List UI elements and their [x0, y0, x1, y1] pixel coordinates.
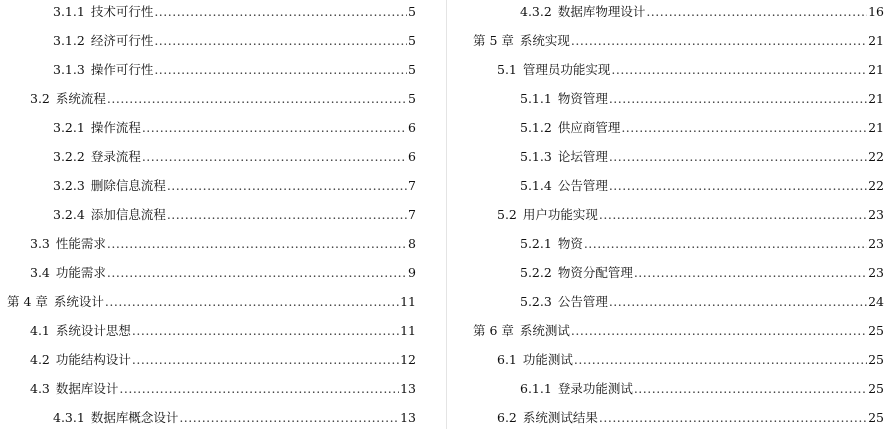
toc-entry[interactable] — [520, 176, 884, 196]
toc-entry-page: 11 — [400, 323, 416, 338]
toc-entry-title: 经济可行性 — [90, 33, 154, 48]
toc-entry[interactable] — [53, 147, 416, 167]
dot-leader — [132, 350, 399, 370]
toc-entry-page: 22 — [868, 149, 884, 164]
toc-entry-number: 5.1.1 — [520, 91, 552, 106]
toc-entry-number: 5.2.2 — [520, 265, 552, 280]
toc-entry-title: 功能需求 — [55, 265, 106, 280]
dot-leader — [634, 263, 867, 283]
toc-entry-title: 物资分配管理 — [557, 265, 633, 280]
toc-entry-page: 25 — [868, 323, 884, 338]
toc-entry[interactable] — [520, 292, 884, 312]
toc-entry[interactable] — [497, 60, 884, 80]
toc-entry[interactable] — [520, 2, 884, 22]
toc-entry-page: 25 — [868, 352, 884, 367]
dot-leader — [584, 234, 867, 254]
toc-entry[interactable] — [520, 234, 884, 254]
toc-entry-page: 12 — [400, 352, 416, 367]
toc-entry[interactable] — [30, 350, 416, 370]
dot-leader — [119, 379, 399, 399]
dot-leader — [574, 350, 867, 370]
toc-entry-number: 第 6 章 — [473, 323, 514, 338]
toc-entry-number: 3.2.3 — [53, 178, 85, 193]
dot-leader — [154, 31, 407, 51]
toc-page-left — [0, 0, 426, 429]
toc-entry-page: 21 — [868, 91, 884, 106]
toc-entry[interactable] — [30, 321, 416, 341]
toc-entry-title: 物资 — [557, 236, 583, 251]
toc-entry-title: 公告管理 — [557, 178, 608, 193]
toc-entry-number: 3.2.1 — [53, 120, 85, 135]
toc-entry-title: 登录流程 — [90, 149, 141, 164]
toc-entry-number: 5.1.3 — [520, 149, 552, 164]
toc-entry-title: 论坛管理 — [557, 149, 608, 164]
toc-entry-page: 13 — [400, 410, 416, 425]
toc-entry-title: 操作流程 — [90, 120, 141, 135]
toc-entry-title: 物资管理 — [557, 91, 608, 106]
toc-entry-page: 23 — [868, 265, 884, 280]
toc-entry-number: 6.2 — [497, 410, 517, 425]
toc-entry-number: 3.3 — [30, 236, 50, 251]
toc-chapter-entry[interactable] — [473, 321, 884, 341]
toc-entry[interactable] — [520, 89, 884, 109]
dot-leader — [179, 408, 399, 428]
toc-entry-number: 3.1.2 — [53, 33, 85, 48]
toc-entry-number: 5.1.4 — [520, 178, 552, 193]
toc-entry[interactable] — [30, 379, 416, 399]
toc-entry-page: 5 — [408, 33, 416, 48]
toc-entry[interactable] — [53, 31, 416, 51]
toc-entry-page: 6 — [408, 149, 416, 164]
toc-entry-title: 功能测试 — [522, 352, 573, 367]
toc-entry-page: 23 — [868, 236, 884, 251]
toc-entry-title: 管理员功能实现 — [522, 62, 611, 77]
toc-page-right — [466, 0, 888, 429]
toc-entry-title: 公告管理 — [557, 294, 608, 309]
toc-entry[interactable] — [53, 2, 416, 22]
dot-leader — [154, 60, 407, 80]
toc-entry[interactable] — [30, 263, 416, 283]
toc-entry-page: 8 — [408, 236, 416, 251]
toc-entry-number: 6.1.1 — [520, 381, 552, 396]
toc-entry-number: 5.1.2 — [520, 120, 552, 135]
toc-entry-number: 3.2.4 — [53, 207, 85, 222]
dot-leader — [599, 205, 867, 225]
toc-entry-title: 用户功能实现 — [522, 207, 598, 222]
dot-leader — [154, 2, 407, 22]
toc-entry-title: 数据库概念设计 — [90, 410, 179, 425]
toc-entry-title: 技术可行性 — [90, 4, 154, 19]
toc-entry-page: 11 — [400, 294, 416, 309]
dot-leader — [167, 176, 407, 196]
toc-entry-number: 3.2 — [30, 91, 50, 106]
dot-leader — [609, 176, 867, 196]
toc-entry-title: 系统流程 — [55, 91, 106, 106]
toc-entry-title: 系统实现 — [519, 33, 570, 48]
toc-entry-page: 7 — [408, 207, 416, 222]
toc-entry-number: 5.2.1 — [520, 236, 552, 251]
toc-entry-number: 4.3 — [30, 381, 50, 396]
toc-entry-page: 25 — [868, 410, 884, 425]
toc-entry[interactable] — [497, 350, 884, 370]
dot-leader — [634, 379, 867, 399]
dot-leader — [105, 292, 399, 312]
dot-leader — [142, 118, 407, 138]
dot-leader — [132, 321, 399, 341]
toc-entry-page: 25 — [868, 381, 884, 396]
toc-entry[interactable] — [53, 176, 416, 196]
toc-entry-title: 供应商管理 — [557, 120, 621, 135]
toc-entry-title: 系统测试结果 — [522, 410, 598, 425]
toc-entry-title: 数据库物理设计 — [557, 4, 646, 19]
toc-entry-title: 删除信息流程 — [90, 178, 166, 193]
toc-entry-title: 性能需求 — [55, 236, 106, 251]
toc-entry-title: 功能结构设计 — [55, 352, 131, 367]
toc-entry-number: 4.3.1 — [53, 410, 85, 425]
toc-entry-number: 第 5 章 — [473, 33, 514, 48]
toc-entry-number: 6.1 — [497, 352, 517, 367]
dot-leader — [609, 147, 867, 167]
toc-entry-page: 5 — [408, 4, 416, 19]
dot-leader — [571, 321, 867, 341]
toc-chapter-entry[interactable] — [7, 292, 416, 312]
toc-entry[interactable] — [53, 408, 416, 428]
toc-entry-number: 3.2.2 — [53, 149, 85, 164]
dot-leader — [646, 2, 867, 22]
dot-leader — [167, 205, 407, 225]
toc-entry-title: 操作可行性 — [90, 62, 154, 77]
dot-leader — [611, 60, 867, 80]
toc-entry-page: 16 — [868, 4, 884, 19]
toc-entry[interactable] — [520, 379, 884, 399]
toc-entry-title: 系统测试 — [519, 323, 570, 338]
toc-entry-page: 9 — [408, 265, 416, 280]
toc-entry-title: 数据库设计 — [55, 381, 119, 396]
dot-leader — [599, 408, 867, 428]
toc-entry-number: 第 4 章 — [7, 294, 48, 309]
toc-entry-title: 系统设计 — [53, 294, 104, 309]
dot-leader — [142, 147, 407, 167]
toc-entry[interactable] — [497, 205, 884, 225]
toc-entry[interactable] — [520, 263, 884, 283]
toc-entry-title: 添加信息流程 — [90, 207, 166, 222]
toc-entry-number: 4.3.2 — [520, 4, 552, 19]
toc-entry-number: 3.1.1 — [53, 4, 85, 19]
toc-entry-page: 23 — [868, 207, 884, 222]
toc-entry-page: 6 — [408, 120, 416, 135]
dot-leader — [107, 89, 407, 109]
toc-entry-page: 21 — [868, 62, 884, 77]
dot-leader — [571, 31, 867, 51]
toc-entry[interactable] — [520, 118, 884, 138]
toc-entry[interactable] — [53, 118, 416, 138]
toc-entry-page: 24 — [868, 294, 884, 309]
toc-entry[interactable] — [497, 408, 884, 428]
dot-leader — [609, 292, 867, 312]
toc-entry-page: 21 — [868, 33, 884, 48]
toc-entry[interactable] — [520, 147, 884, 167]
toc-entry-number: 3.1.3 — [53, 62, 85, 77]
toc-entry[interactable] — [53, 60, 416, 80]
toc-entry-page: 22 — [868, 178, 884, 193]
toc-entry-page: 7 — [408, 178, 416, 193]
toc-entry-number: 4.2 — [30, 352, 50, 367]
page-divider — [446, 0, 447, 429]
toc-entry-number: 5.1 — [497, 62, 517, 77]
toc-entry-page: 13 — [400, 381, 416, 396]
toc-chapter-entry[interactable] — [473, 31, 884, 51]
toc-entry[interactable] — [53, 205, 416, 225]
toc-entry-title: 登录功能测试 — [557, 381, 633, 396]
dot-leader — [621, 118, 867, 138]
toc-entry-number: 4.1 — [30, 323, 50, 338]
toc-entry-page: 21 — [868, 120, 884, 135]
toc-entry-page: 5 — [408, 91, 416, 106]
toc-entry-number: 5.2.3 — [520, 294, 552, 309]
toc-entry-number: 3.4 — [30, 265, 50, 280]
dot-leader — [107, 263, 407, 283]
dot-leader — [609, 89, 867, 109]
toc-entry-page: 5 — [408, 62, 416, 77]
toc-entry-number: 5.2 — [497, 207, 517, 222]
dot-leader — [107, 234, 407, 254]
toc-entry[interactable] — [30, 234, 416, 254]
toc-entry[interactable] — [30, 89, 416, 109]
toc-entry-title: 系统设计思想 — [55, 323, 131, 338]
